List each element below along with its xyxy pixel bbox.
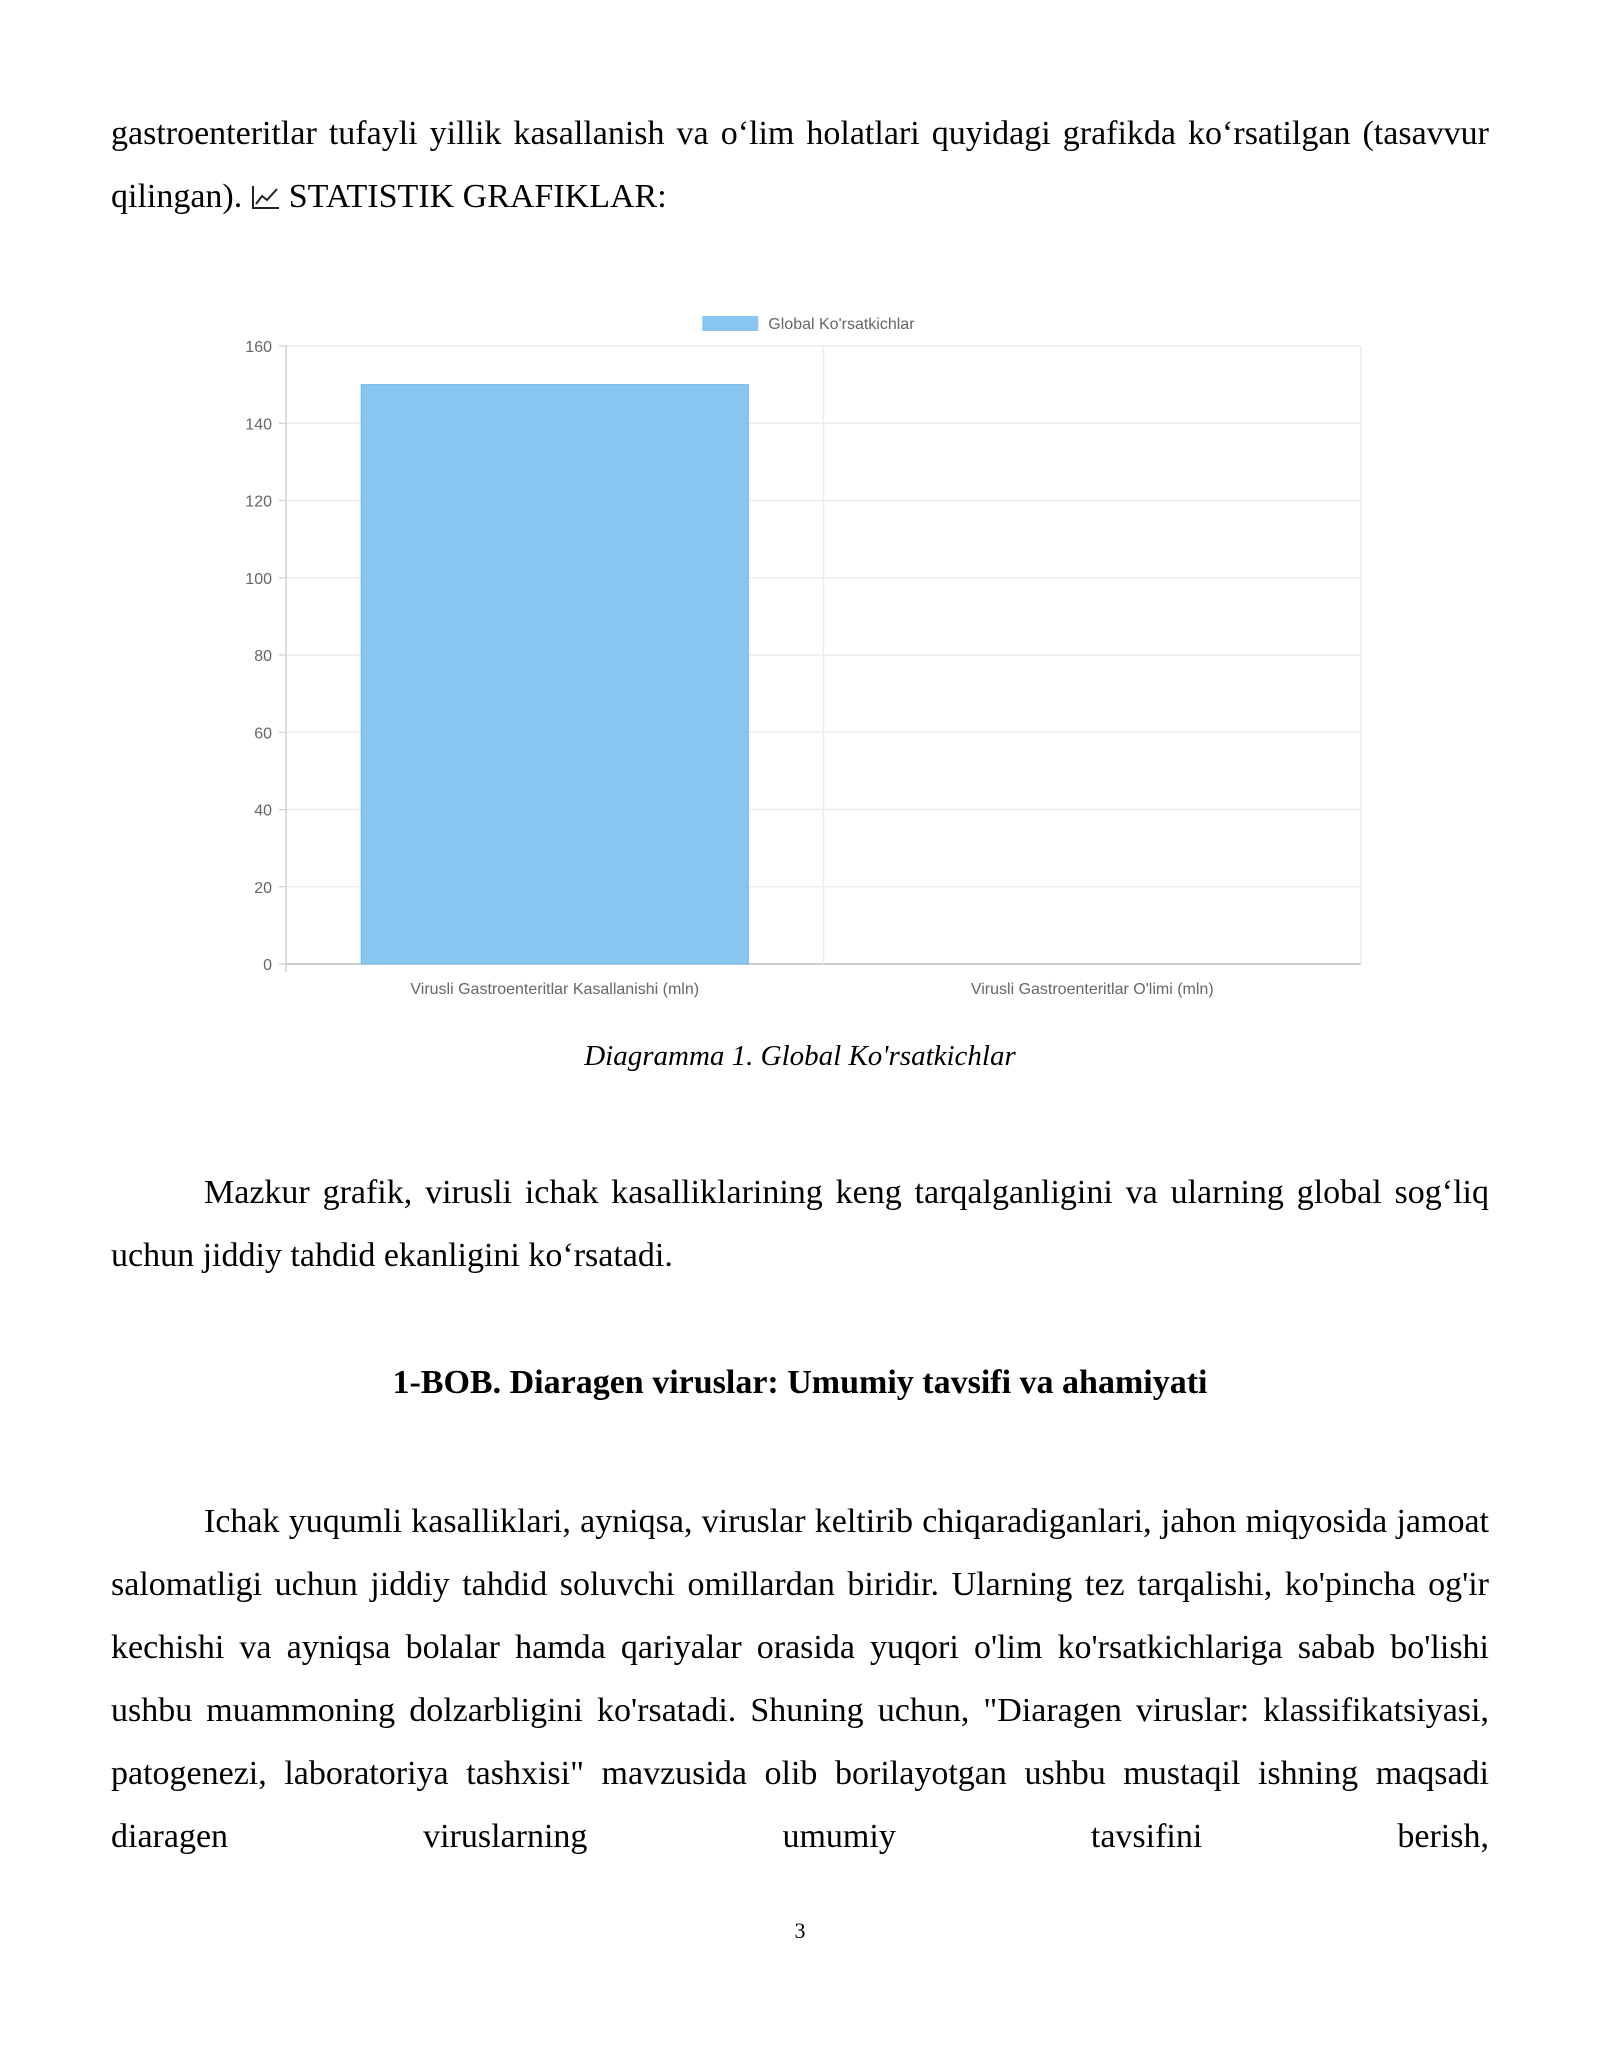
y-tick-label: 140 — [245, 416, 272, 434]
x-tick-label: Virusli Gastroenteritlar O'limi (mln) — [970, 981, 1214, 998]
intro-paragraph — [111, 102, 1489, 228]
chart-increasing-icon — [251, 168, 281, 194]
y-tick-label: 80 — [254, 648, 272, 665]
chart-summary-paragraph: Mazkur grafik, virusli ichak kasalliklarining keng tarqalganligini va ularning global sog‘liq uchun jiddiy tahdid ekanligini ko‘rsatadi. — [111, 1174, 1489, 1274]
legend-label: Global Ko'rsatkichlar — [768, 316, 915, 333]
y-tick-label: 120 — [245, 493, 272, 511]
bar-chart — [220, 300, 1380, 1020]
bar — [361, 385, 748, 964]
y-tick-label: 40 — [254, 802, 272, 820]
page-number: 3 — [794, 1918, 806, 1943]
figure-caption: Diagramma 1. Global Ko'rsatkichlar — [584, 1040, 1016, 1072]
intro-text: gastroenteritlar tufayli yillik kasallanish va o‘lim holatlari quyidagi grafikda ko‘rsatilgan (tasavvur qilingan). — [111, 115, 1489, 215]
y-tick-label: 160 — [245, 339, 272, 356]
chapter-intro-paragraph: Ichak yuqumli kasalliklari, ayniqsa, viruslar keltirib chiqaradiganlari, jahon miqyosida jamoat salomatligi uchun jiddiy tahdid soluvchi omillardan biridir. Ularning tez tarqalishi, ko'pincha og'ir kechishi va ayniqsa bolalar hamda qariyalar orasida yuqori o'lim ko'rsatkichlariga sabab bo'lishi ushbu muammoning dolzarbligini ko'rsatadi. Shuning uchun, "Diaragen viruslar: klassifikatsiyasi, patogenezi, laboratoriya tashxisi" mavzusida olib borilayotgan ushbu mustaqil ishning maqsadi diaragen viruslarning umumiy tavsifini berish, — [111, 1503, 1489, 1855]
y-tick-label: 0 — [263, 957, 272, 974]
x-tick-label: Virusli Gastroenteritlar Kasallanishi (mln) — [410, 981, 700, 998]
y-tick-label: 100 — [245, 570, 272, 588]
y-tick-label: 60 — [254, 725, 272, 743]
statistics-heading-text: STATISTIK GRAFIKLAR: — [288, 178, 667, 215]
chapter-title: 1-BOB. Diaragen viruslar: Umumiy tavsifi va ahamiyati — [392, 1364, 1208, 1401]
y-tick-label: 20 — [254, 879, 272, 897]
legend-swatch — [702, 316, 758, 331]
